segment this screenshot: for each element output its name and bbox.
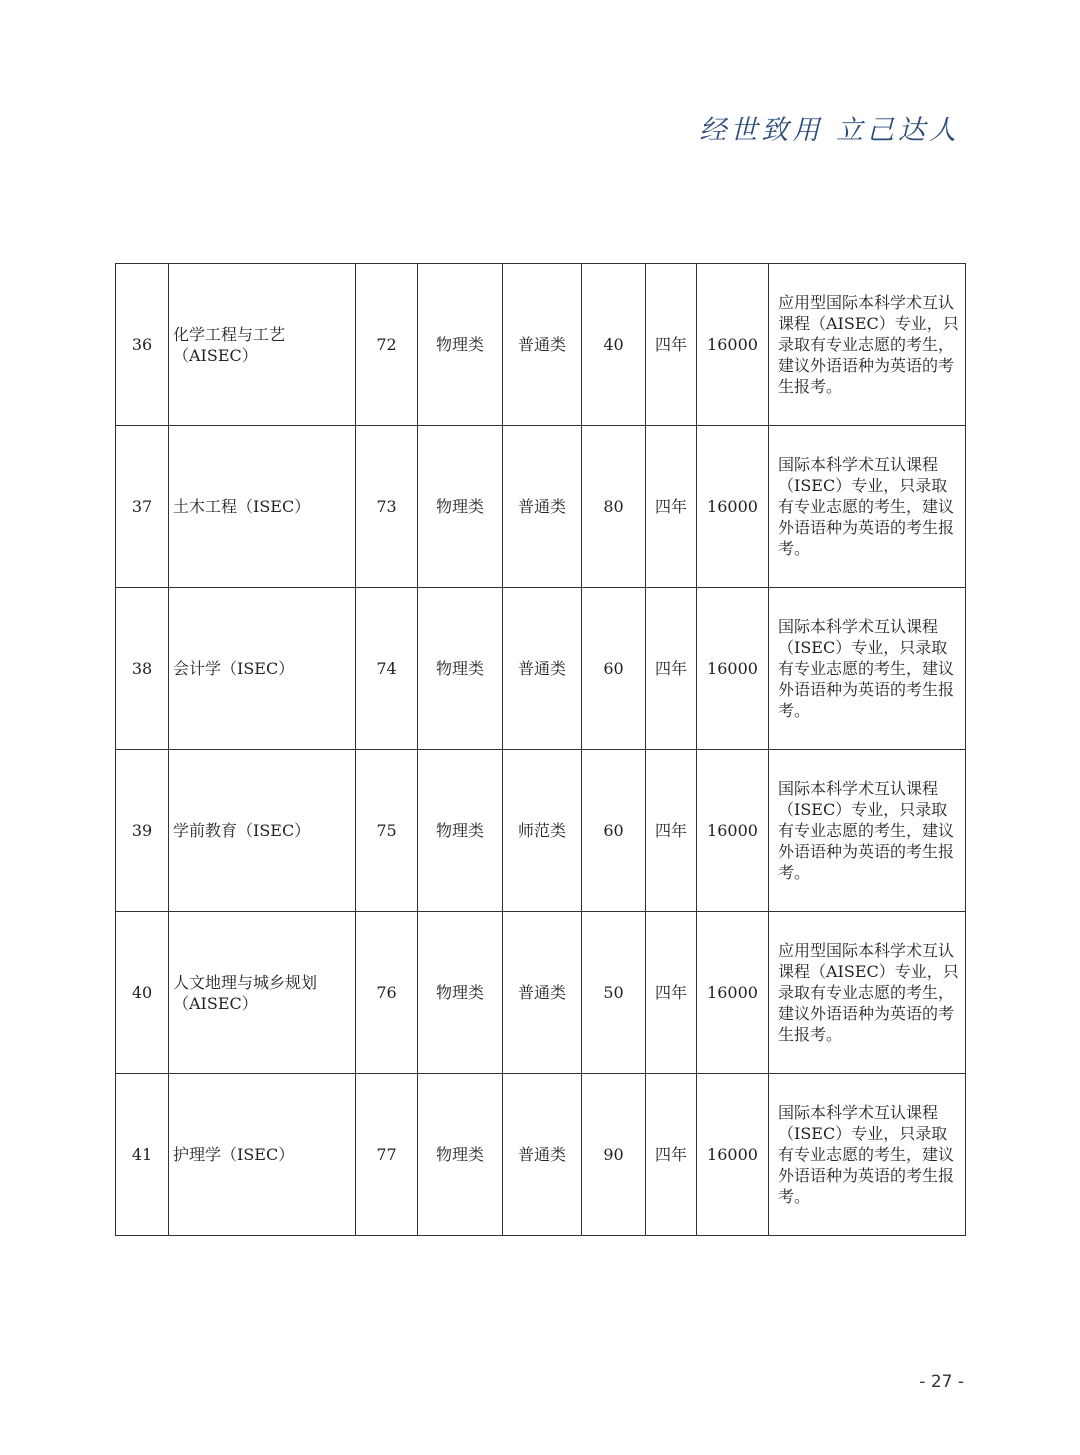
cell-fee: 16000 <box>697 1074 769 1236</box>
cell-major-name: 学前教育（ISEC） <box>169 750 356 912</box>
cell-category: 普通类 <box>503 264 582 426</box>
cell-note: 应用型国际本科学术互认课程（AISEC）专业，只录取有专业志愿的考生，建议外语语种为英语的考生报考。 <box>769 912 966 1074</box>
cell-duration: 四年 <box>646 750 697 912</box>
cell-fee: 16000 <box>697 588 769 750</box>
table-row <box>116 426 966 588</box>
table-row <box>116 588 966 750</box>
table-row <box>116 1074 966 1236</box>
cell-duration: 四年 <box>646 426 697 588</box>
cell-fee: 16000 <box>697 912 769 1074</box>
cell-no: 39 <box>116 750 169 912</box>
cell-major-name: 化学工程与工艺（AISEC） <box>169 264 356 426</box>
cell-note: 国际本科学术互认课程（ISEC）专业，只录取有专业志愿的考生，建议外语语种为英语的考生报考。 <box>769 588 966 750</box>
cell-code: 76 <box>356 912 418 1074</box>
cell-subject: 物理类 <box>418 1074 503 1236</box>
cell-duration: 四年 <box>646 912 697 1074</box>
cell-fee: 16000 <box>697 426 769 588</box>
cell-plan: 60 <box>582 588 646 750</box>
cell-note: 国际本科学术互认课程（ISEC）专业，只录取有专业志愿的考生，建议外语语种为英语的考生报考。 <box>769 1074 966 1236</box>
cell-code: 77 <box>356 1074 418 1236</box>
cell-fee: 16000 <box>697 264 769 426</box>
enrollment-plan-table <box>115 263 966 1236</box>
cell-note: 应用型国际本科学术互认课程（AISEC）专业，只录取有专业志愿的考生，建议外语语种为英语的考生报考。 <box>769 264 966 426</box>
cell-major-name: 护理学（ISEC） <box>169 1074 356 1236</box>
cell-no: 36 <box>116 264 169 426</box>
cell-note: 国际本科学术互认课程（ISEC）专业，只录取有专业志愿的考生，建议外语语种为英语的考生报考。 <box>769 750 966 912</box>
cell-code: 75 <box>356 750 418 912</box>
cell-category: 普通类 <box>503 588 582 750</box>
cell-no: 41 <box>116 1074 169 1236</box>
cell-code: 72 <box>356 264 418 426</box>
cell-major-name: 会计学（ISEC） <box>169 588 356 750</box>
cell-category: 师范类 <box>503 750 582 912</box>
header-motto: 经世致用 立己达人 <box>699 115 960 146</box>
cell-plan: 40 <box>582 264 646 426</box>
cell-category: 普通类 <box>503 1074 582 1236</box>
page-number: - 27 - <box>919 1372 964 1392</box>
table-row <box>116 264 966 426</box>
cell-subject: 物理类 <box>418 426 503 588</box>
cell-category: 普通类 <box>503 912 582 1074</box>
cell-duration: 四年 <box>646 1074 697 1236</box>
cell-category: 普通类 <box>503 426 582 588</box>
cell-subject: 物理类 <box>418 264 503 426</box>
cell-code: 74 <box>356 588 418 750</box>
cell-duration: 四年 <box>646 264 697 426</box>
cell-subject: 物理类 <box>418 750 503 912</box>
cell-subject: 物理类 <box>418 912 503 1074</box>
cell-major-name: 土木工程（ISEC） <box>169 426 356 588</box>
cell-plan: 60 <box>582 750 646 912</box>
table-row <box>116 750 966 912</box>
cell-duration: 四年 <box>646 588 697 750</box>
cell-note: 国际本科学术互认课程（ISEC）专业，只录取有专业志愿的考生，建议外语语种为英语的考生报考。 <box>769 426 966 588</box>
table-row <box>116 912 966 1074</box>
cell-code: 73 <box>356 426 418 588</box>
cell-fee: 16000 <box>697 750 769 912</box>
cell-plan: 80 <box>582 426 646 588</box>
cell-plan: 50 <box>582 912 646 1074</box>
cell-plan: 90 <box>582 1074 646 1236</box>
cell-no: 40 <box>116 912 169 1074</box>
cell-subject: 物理类 <box>418 588 503 750</box>
cell-no: 37 <box>116 426 169 588</box>
cell-major-name: 人文地理与城乡规划（AISEC） <box>169 912 356 1074</box>
cell-no: 38 <box>116 588 169 750</box>
